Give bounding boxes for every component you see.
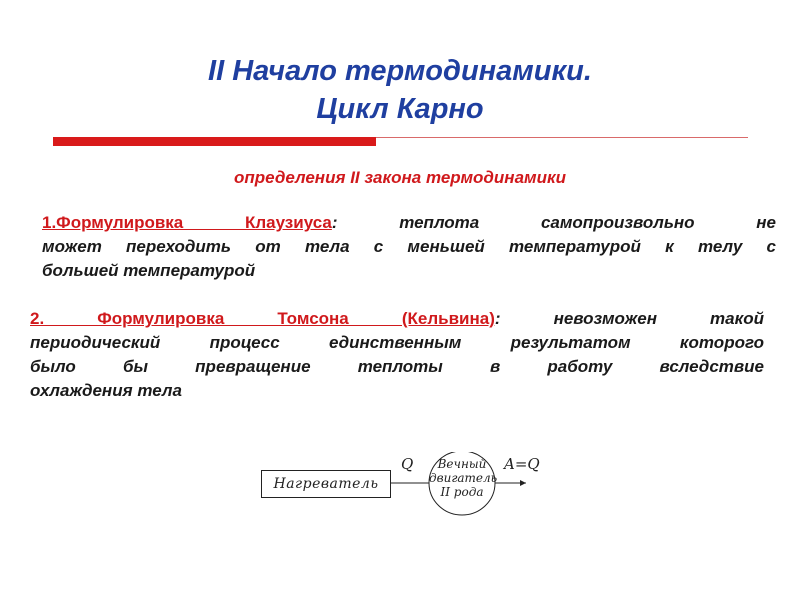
clausius-line-2: может переходить от тела с меньшей температурой к телу с bbox=[42, 237, 776, 256]
title-line-2: Цикл Карно bbox=[316, 93, 484, 125]
title-rule-thin bbox=[376, 137, 748, 138]
clausius-line-3: большей температурой bbox=[42, 261, 256, 280]
slide-title bbox=[0, 52, 800, 128]
heat-q-label: Q bbox=[401, 455, 414, 473]
engine-line-3: II рода bbox=[440, 485, 484, 499]
clausius-line-1 bbox=[42, 211, 776, 235]
heater-box: Нагреватель bbox=[261, 470, 391, 498]
thomson-line-3: было бы превращение теплоты в работу вследствие bbox=[30, 357, 764, 376]
engine-line-1: Вечный bbox=[437, 457, 487, 471]
clausius-text-1: : теплота самопроизвольно не bbox=[331, 213, 776, 232]
subtitle: определения II закона термодинамики bbox=[234, 168, 566, 187]
thomson-text-1: : невозможен такой bbox=[494, 309, 764, 328]
thomson-line-4: охлаждения тела bbox=[30, 381, 182, 400]
work-label: A=Q bbox=[504, 455, 540, 473]
title-rule-thick bbox=[53, 137, 376, 146]
thomson-lead: 2. Формулировка Томсона (Кельвина) bbox=[30, 309, 495, 328]
perpetual-motion-diagram bbox=[258, 452, 558, 522]
thomson-line-2: периодический процесс единственным результатом которого bbox=[30, 333, 764, 352]
thomson-line-1 bbox=[30, 307, 764, 331]
engine-line-2: двигатель bbox=[429, 471, 498, 485]
engine-label bbox=[429, 457, 498, 499]
clausius-lead: 1.Формулировка Клаузиуса bbox=[42, 213, 332, 232]
clausius-formulation bbox=[42, 211, 776, 283]
thomson-formulation bbox=[30, 307, 764, 403]
arrow-output-icon bbox=[520, 480, 526, 486]
title-line-1: II Начало термодинамики. bbox=[208, 55, 592, 87]
